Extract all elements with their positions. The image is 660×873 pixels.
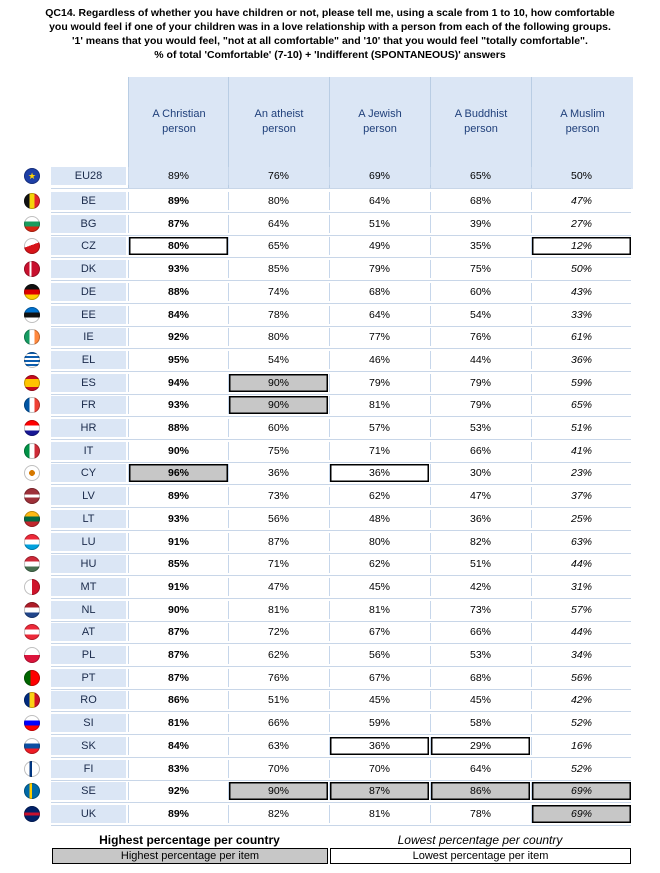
value-cell: 36%: [329, 737, 429, 755]
value-cell: 54%: [228, 351, 328, 369]
value-cell: 51%: [430, 555, 530, 573]
value-cell: 90%: [228, 374, 328, 392]
table-row: [0, 533, 660, 551]
table-row: [0, 487, 660, 505]
value-cell: 51%: [329, 215, 429, 233]
value-cell: 64%: [430, 760, 530, 778]
eu-flag-icon: ★: [24, 168, 40, 184]
table-row: [0, 623, 660, 641]
row-separator: [51, 621, 631, 622]
value-cell: 91%: [128, 578, 228, 596]
value-cell: 82%: [430, 533, 530, 551]
value-cell: 71%: [329, 442, 429, 460]
table-row: [0, 464, 660, 482]
value-cell: 42%: [531, 691, 631, 709]
value-cell: 69%: [531, 782, 631, 800]
value-cell: 45%: [329, 578, 429, 596]
value-cell: 59%: [329, 714, 429, 732]
value-cell: 61%: [531, 328, 631, 346]
value-cell: 36%: [228, 464, 328, 482]
value-cell: 16%: [531, 737, 631, 755]
value-cell: 29%: [430, 737, 530, 755]
table-row: [0, 782, 660, 800]
ie-flag-icon: [24, 329, 40, 345]
value-cell: 87%: [128, 646, 228, 664]
value-cell: 66%: [228, 714, 328, 732]
column-header-line: person: [262, 123, 296, 135]
value-cell: 68%: [430, 669, 530, 687]
value-cell: 51%: [531, 419, 631, 437]
value-cell: 12%: [531, 237, 631, 255]
at-flag-icon: [24, 624, 40, 640]
value-cell: 81%: [329, 396, 429, 414]
row-separator: [51, 553, 631, 554]
value-cell: 66%: [430, 623, 530, 641]
value-cell: 76%: [228, 669, 328, 687]
value-cell: 81%: [329, 601, 429, 619]
country-code: CZ: [51, 237, 126, 255]
eu-row: [0, 167, 660, 185]
value-cell: 79%: [430, 374, 530, 392]
value-cell: 83%: [128, 760, 228, 778]
value-cell: 89%: [128, 192, 228, 210]
row-separator: [51, 394, 631, 395]
country-code: BE: [51, 192, 126, 210]
value-cell: 56%: [531, 669, 631, 687]
value-cell: 87%: [128, 669, 228, 687]
value-cell: 50%: [531, 260, 631, 278]
value-cell: 33%: [531, 306, 631, 324]
row-separator: [51, 757, 631, 758]
row-separator: [51, 598, 631, 599]
hr-flag-icon: [24, 420, 40, 436]
row-separator: [51, 689, 631, 690]
value-cell: 47%: [531, 192, 631, 210]
value-cell: 73%: [228, 487, 328, 505]
row-separator: [51, 802, 631, 803]
value-cell: 82%: [228, 805, 328, 823]
country-code: PL: [51, 646, 126, 664]
table-row: [0, 578, 660, 596]
value-cell: 60%: [228, 419, 328, 437]
value-cell: 80%: [228, 328, 328, 346]
table-row: [0, 328, 660, 346]
value-cell: 78%: [430, 805, 530, 823]
value-cell: 84%: [128, 306, 228, 324]
value-cell: 30%: [430, 464, 530, 482]
value-cell: 44%: [430, 351, 530, 369]
value-cell: 69%: [329, 167, 429, 185]
value-cell: 64%: [329, 306, 429, 324]
value-cell: 77%: [329, 328, 429, 346]
value-cell: 48%: [329, 510, 429, 528]
value-cell: 63%: [531, 533, 631, 551]
country-code: SE: [51, 782, 126, 800]
country-code: BG: [51, 215, 126, 233]
table-row: [0, 442, 660, 460]
column-header-line: An atheist: [254, 108, 304, 120]
value-cell: 92%: [128, 328, 228, 346]
es-flag-icon: [24, 375, 40, 391]
table-row: [0, 805, 660, 823]
value-cell: 86%: [128, 691, 228, 709]
table-row: [0, 215, 660, 233]
value-cell: 84%: [128, 737, 228, 755]
value-cell: 36%: [531, 351, 631, 369]
table-row: [0, 737, 660, 755]
value-cell: 62%: [329, 555, 429, 573]
column-header-line: person: [363, 123, 397, 135]
value-cell: 68%: [430, 192, 530, 210]
value-cell: 79%: [329, 374, 429, 392]
value-cell: 56%: [228, 510, 328, 528]
value-cell: 23%: [531, 464, 631, 482]
table-row: [0, 510, 660, 528]
table-row: [0, 260, 660, 278]
country-code: HR: [51, 419, 126, 437]
value-cell: 64%: [329, 192, 429, 210]
value-cell: 34%: [531, 646, 631, 664]
column-header-line: person: [464, 123, 498, 135]
value-cell: 76%: [430, 328, 530, 346]
country-code: MT: [51, 578, 126, 596]
value-cell: 70%: [228, 760, 328, 778]
value-cell: 62%: [228, 646, 328, 664]
value-cell: 79%: [430, 396, 530, 414]
value-cell: 86%: [430, 782, 530, 800]
column-header-line: A Christian: [152, 108, 206, 120]
value-cell: 65%: [430, 167, 530, 185]
title-line: '1' means that you would feel, "not at all comfortable" and '10' that you would feel "totally comfortable".: [72, 35, 588, 47]
country-code: CY: [51, 464, 126, 482]
value-cell: 65%: [531, 396, 631, 414]
value-cell: 87%: [128, 215, 228, 233]
country-code: PT: [51, 669, 126, 687]
value-cell: 27%: [531, 215, 631, 233]
row-separator: [51, 484, 631, 485]
value-cell: 67%: [329, 669, 429, 687]
table-row: [0, 396, 660, 414]
value-cell: 47%: [430, 487, 530, 505]
cy-flag-icon: [24, 465, 40, 481]
country-code: IE: [51, 328, 126, 346]
value-cell: 47%: [228, 578, 328, 596]
country-code: EE: [51, 306, 126, 324]
be-flag-icon: [24, 193, 40, 209]
column-header-label: [229, 77, 329, 137]
table-row: [0, 419, 660, 437]
question-title: [0, 6, 660, 62]
row-separator: [51, 643, 631, 644]
value-cell: 63%: [228, 737, 328, 755]
value-cell: 68%: [329, 283, 429, 301]
value-cell: 90%: [228, 396, 328, 414]
cz-flag-icon: [24, 238, 40, 254]
row-separator: [51, 825, 631, 826]
value-cell: 36%: [329, 464, 429, 482]
value-cell: 51%: [228, 691, 328, 709]
country-code: DK: [51, 260, 126, 278]
lt-flag-icon: [24, 511, 40, 527]
row-separator: [51, 780, 631, 781]
value-cell: 37%: [531, 487, 631, 505]
value-cell: 89%: [128, 487, 228, 505]
country-code: EU28: [51, 167, 126, 185]
table-row: [0, 374, 660, 392]
value-cell: 39%: [430, 215, 530, 233]
country-code: EL: [51, 351, 126, 369]
table-row: [0, 555, 660, 573]
value-cell: 75%: [430, 260, 530, 278]
value-cell: 52%: [531, 714, 631, 732]
column-header-label: [129, 77, 229, 137]
value-cell: 41%: [531, 442, 631, 460]
value-cell: 65%: [228, 237, 328, 255]
value-cell: 89%: [128, 805, 228, 823]
de-flag-icon: [24, 284, 40, 300]
country-code: LT: [51, 510, 126, 528]
country-code: HU: [51, 555, 126, 573]
value-cell: 73%: [430, 601, 530, 619]
value-cell: 79%: [329, 260, 429, 278]
row-separator: [51, 734, 631, 735]
value-cell: 49%: [329, 237, 429, 255]
row-separator: [51, 666, 631, 667]
legend-highest-country: Highest percentage per country: [99, 833, 280, 847]
title-line: QC14. Regardless of whether you have children or not, please tell me, using a scale from 1 to 10, how comfortable: [45, 7, 615, 19]
value-cell: 90%: [128, 601, 228, 619]
row-separator: [51, 462, 631, 463]
pl-flag-icon: [24, 647, 40, 663]
value-cell: 59%: [531, 374, 631, 392]
legend-lowest-country: Lowest percentage per country: [397, 833, 563, 847]
row-separator: [51, 439, 631, 440]
row-separator: [51, 711, 631, 712]
value-cell: 31%: [531, 578, 631, 596]
column-header-label: [431, 77, 531, 137]
ro-flag-icon: [24, 692, 40, 708]
column-header-line: A Muslim: [560, 108, 605, 120]
value-cell: 70%: [329, 760, 429, 778]
row-separator: [51, 280, 631, 281]
row-separator: [51, 416, 631, 417]
se-flag-icon: [24, 783, 40, 799]
value-cell: 91%: [128, 533, 228, 551]
country-code: FR: [51, 396, 126, 414]
value-cell: 58%: [430, 714, 530, 732]
row-separator: [51, 235, 631, 236]
value-cell: 43%: [531, 283, 631, 301]
el-flag-icon: [24, 352, 40, 368]
country-code: SK: [51, 737, 126, 755]
value-cell: 94%: [128, 374, 228, 392]
value-cell: 81%: [329, 805, 429, 823]
country-code: FI: [51, 760, 126, 778]
dk-flag-icon: [24, 261, 40, 277]
table-row: [0, 714, 660, 732]
value-cell: 90%: [128, 442, 228, 460]
legend-highest-item: Highest percentage per item: [52, 848, 328, 864]
row-separator: [51, 507, 631, 508]
value-cell: 81%: [228, 601, 328, 619]
table-row: [0, 237, 660, 255]
column-header-label: [532, 77, 633, 137]
value-cell: 72%: [228, 623, 328, 641]
value-cell: 85%: [228, 260, 328, 278]
country-code: RO: [51, 691, 126, 709]
column-header-label: [330, 77, 430, 137]
row-separator: [51, 348, 631, 349]
value-cell: 78%: [228, 306, 328, 324]
table-row: [0, 760, 660, 778]
row-separator: [51, 303, 631, 304]
value-cell: 95%: [128, 351, 228, 369]
row-separator: [51, 212, 631, 213]
table-row: [0, 306, 660, 324]
value-cell: 50%: [531, 167, 631, 185]
value-cell: 80%: [228, 192, 328, 210]
fi-flag-icon: [24, 761, 40, 777]
it-flag-icon: [24, 443, 40, 459]
value-cell: 25%: [531, 510, 631, 528]
value-cell: 36%: [430, 510, 530, 528]
row-separator: [51, 575, 631, 576]
value-cell: 93%: [128, 396, 228, 414]
value-cell: 45%: [329, 691, 429, 709]
row-separator: [51, 326, 631, 327]
value-cell: 76%: [228, 167, 328, 185]
country-code: UK: [51, 805, 126, 823]
row-separator: [51, 371, 631, 372]
mt-flag-icon: [24, 579, 40, 595]
value-cell: 35%: [430, 237, 530, 255]
table-row: [0, 646, 660, 664]
value-cell: 71%: [228, 555, 328, 573]
lv-flag-icon: [24, 488, 40, 504]
value-cell: 56%: [329, 646, 429, 664]
country-code: IT: [51, 442, 126, 460]
row-separator: [51, 188, 631, 189]
value-cell: 46%: [329, 351, 429, 369]
nl-flag-icon: [24, 602, 40, 618]
value-cell: 45%: [430, 691, 530, 709]
country-code: ES: [51, 374, 126, 392]
column-header-line: A Buddhist: [454, 108, 508, 120]
column-header-line: person: [565, 123, 600, 135]
bg-flag-icon: [24, 216, 40, 232]
value-cell: 87%: [329, 782, 429, 800]
legend-lowest-item: Lowest percentage per item: [330, 848, 631, 864]
si-flag-icon: [24, 715, 40, 731]
table-row: [0, 691, 660, 709]
country-code: NL: [51, 601, 126, 619]
value-cell: 81%: [128, 714, 228, 732]
value-cell: 57%: [531, 601, 631, 619]
table-row: [0, 601, 660, 619]
value-cell: 54%: [430, 306, 530, 324]
fr-flag-icon: [24, 397, 40, 413]
value-cell: 87%: [128, 623, 228, 641]
value-cell: 69%: [531, 805, 631, 823]
ee-flag-icon: [24, 307, 40, 323]
table-row: [0, 192, 660, 210]
value-cell: 92%: [128, 782, 228, 800]
value-cell: 96%: [128, 464, 228, 482]
country-code: LU: [51, 533, 126, 551]
lu-flag-icon: [24, 534, 40, 550]
table-row: [0, 351, 660, 369]
value-cell: 90%: [228, 782, 328, 800]
value-cell: 85%: [128, 555, 228, 573]
country-code: SI: [51, 714, 126, 732]
hu-flag-icon: [24, 556, 40, 572]
value-cell: 75%: [228, 442, 328, 460]
value-cell: 66%: [430, 442, 530, 460]
column-header-line: A Jewish: [358, 108, 402, 120]
value-cell: 42%: [430, 578, 530, 596]
sk-flag-icon: [24, 738, 40, 754]
row-separator: [51, 257, 631, 258]
row-separator: [51, 530, 631, 531]
value-cell: 67%: [329, 623, 429, 641]
value-cell: 88%: [128, 283, 228, 301]
value-cell: 80%: [128, 237, 228, 255]
value-cell: 62%: [329, 487, 429, 505]
value-cell: 44%: [531, 623, 631, 641]
title-line: you would feel if one of your children was in a love relationship with a person from each of the following groups.: [49, 21, 611, 33]
value-cell: 53%: [430, 419, 530, 437]
value-cell: 44%: [531, 555, 631, 573]
value-cell: 87%: [228, 533, 328, 551]
value-cell: 64%: [228, 215, 328, 233]
value-cell: 80%: [329, 533, 429, 551]
value-cell: 88%: [128, 419, 228, 437]
title-line: % of total 'Comfortable' (7-10) + 'Indifferent (SPONTANEOUS)' answers: [154, 49, 506, 61]
value-cell: 60%: [430, 283, 530, 301]
country-code: DE: [51, 283, 126, 301]
uk-flag-icon: [24, 806, 40, 822]
country-code: LV: [51, 487, 126, 505]
pt-flag-icon: [24, 670, 40, 686]
column-header-line: person: [162, 123, 196, 135]
value-cell: 74%: [228, 283, 328, 301]
value-cell: 93%: [128, 260, 228, 278]
value-cell: 52%: [531, 760, 631, 778]
value-cell: 53%: [430, 646, 530, 664]
value-cell: 89%: [128, 167, 228, 185]
table-row: [0, 669, 660, 687]
country-code: AT: [51, 623, 126, 641]
value-cell: 57%: [329, 419, 429, 437]
value-cell: 93%: [128, 510, 228, 528]
table-row: [0, 283, 660, 301]
